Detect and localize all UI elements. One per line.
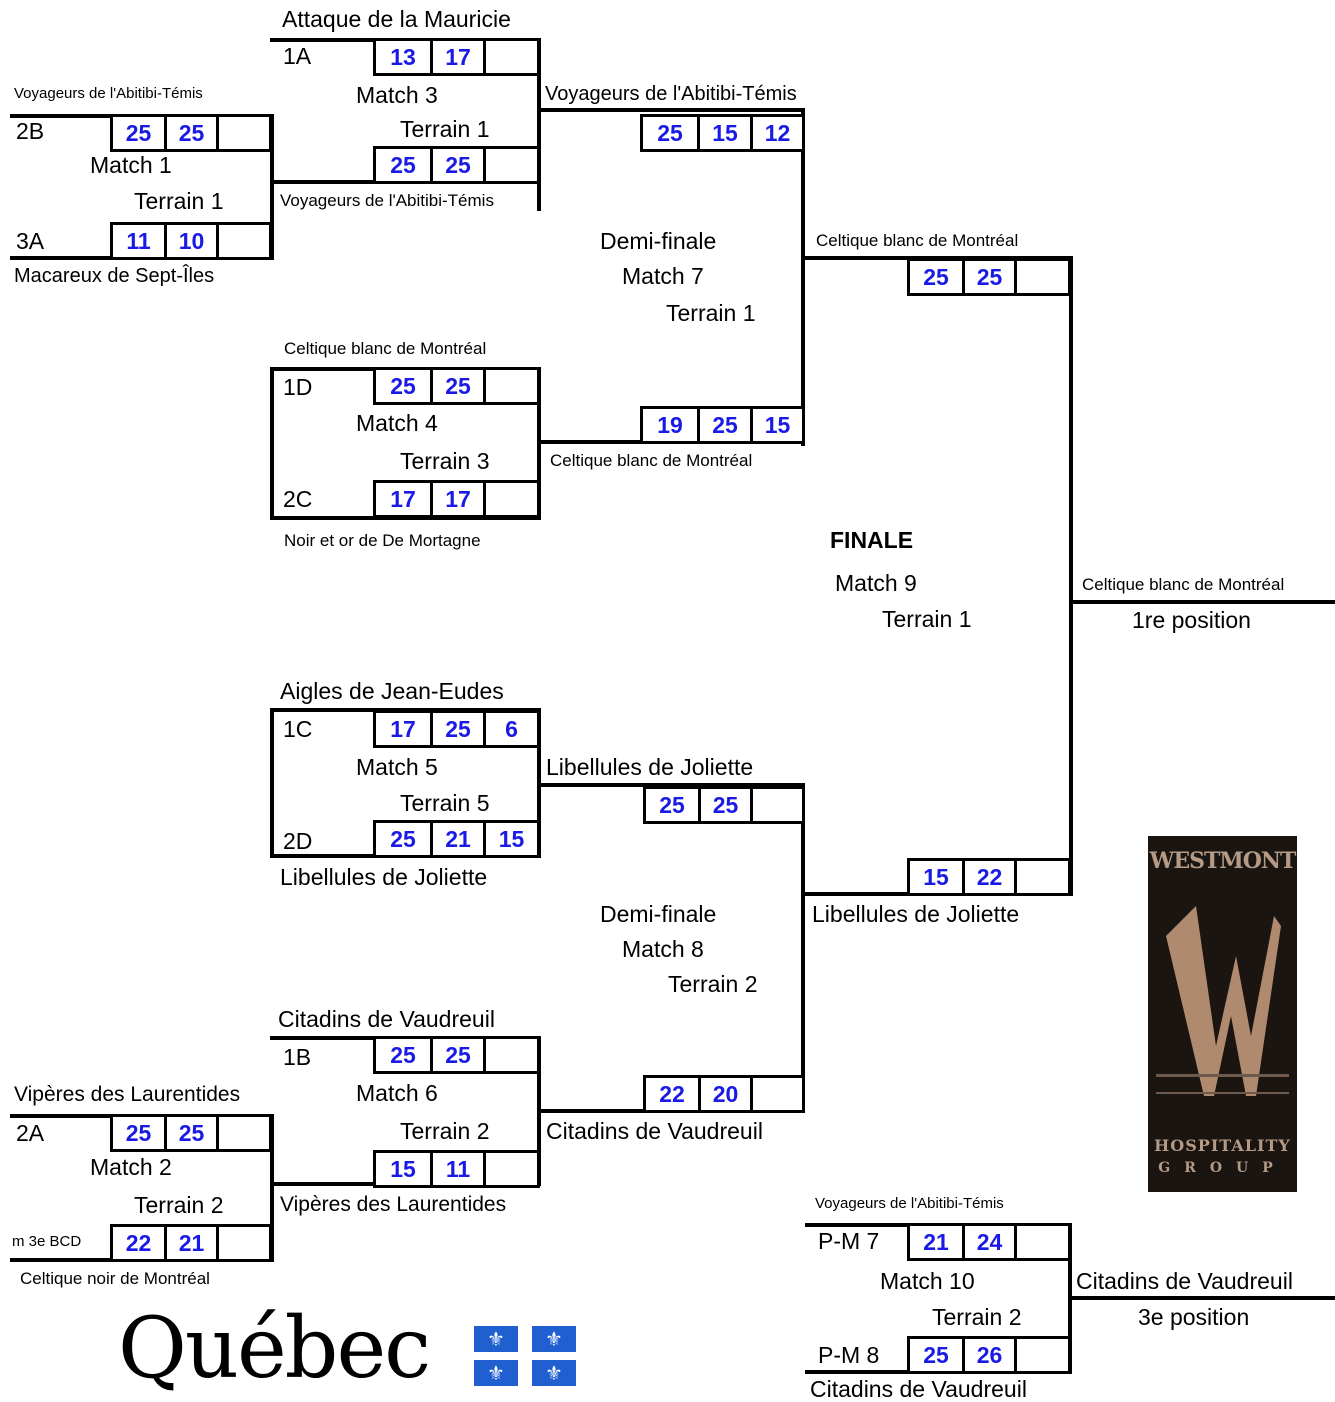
third-place-team: Citadins de Vaudreuil xyxy=(1076,1268,1293,1294)
westmont-hospitality: HOSPITALITY xyxy=(1154,1136,1291,1155)
m4-court-label: Terrain 3 xyxy=(400,448,490,474)
m1-top-score-3 xyxy=(216,114,272,152)
m6-court-label: Terrain 2 xyxy=(400,1118,490,1144)
m1-top-seed: 2B xyxy=(16,118,45,144)
sf8-bottom-score-1: 22 xyxy=(643,1075,701,1113)
m1-top-score-2: 25 xyxy=(164,114,219,152)
m6-winner: Citadins de Vaudreuil xyxy=(546,1118,763,1144)
sf7-match-label: Match 7 xyxy=(622,263,704,289)
m1-bottom-score-2: 10 xyxy=(164,222,219,260)
m3-top-score-3 xyxy=(483,38,540,76)
westmont-group: GROUP xyxy=(1158,1160,1287,1176)
sf8-match-label: Match 8 xyxy=(622,936,704,962)
final-bottom-score-1: 15 xyxy=(907,858,965,896)
sf8-label: Demi-finale xyxy=(600,901,717,927)
m2-court-label: Terrain 2 xyxy=(134,1192,224,1218)
m4-bottom-seed: 2C xyxy=(283,486,313,512)
m1-top-score-1: 25 xyxy=(110,114,167,152)
m4-bottom-team: Noir et or de De Mortagne xyxy=(284,531,481,550)
quebec-wordmark: Québec xyxy=(118,1299,430,1397)
m6-bottom-score-3 xyxy=(483,1150,540,1188)
m5-bottom-score-2: 21 xyxy=(430,820,486,858)
final-bottom-score-3 xyxy=(1014,858,1071,896)
westmont-wordmark: WESTMONT xyxy=(1149,848,1296,874)
m5-bottom-score-1: 25 xyxy=(373,820,433,858)
m4-bottom-score-2: 17 xyxy=(430,480,486,518)
westmont-w-icon xyxy=(1156,896,1289,1116)
m5-bottom-seed: 2D xyxy=(283,828,313,854)
m2-match-label: Match 2 xyxy=(90,1154,172,1180)
m5-match-label: Match 5 xyxy=(356,754,438,780)
m2-top-score-1: 25 xyxy=(110,1114,167,1152)
m6-top-seed: 1B xyxy=(283,1044,312,1070)
m6-top-team: Citadins de Vaudreuil xyxy=(278,1006,495,1032)
sf7-winner: Celtique blanc de Montréal xyxy=(816,231,1019,250)
final-bottom-score-2: 22 xyxy=(962,858,1017,896)
m10-top-score-3 xyxy=(1014,1223,1071,1261)
sf8-bottom-score-2: 20 xyxy=(698,1075,753,1113)
sf7-bottom-score-1: 19 xyxy=(640,406,700,444)
m3-top-seed: 1A xyxy=(283,43,312,69)
westmont-logo xyxy=(1148,836,1297,1192)
m1-bottom-seed: 3A xyxy=(16,228,45,254)
m3-match-label: Match 3 xyxy=(356,82,438,108)
m10-top-seed: P-M 7 xyxy=(818,1228,880,1254)
champion-team: Celtique blanc de Montréal xyxy=(1082,575,1285,594)
sf8-top-score-2: 25 xyxy=(698,786,753,824)
m6-match-label: Match 6 xyxy=(356,1080,438,1106)
m2-bottom-score-3 xyxy=(216,1224,272,1262)
m1-court-label: Terrain 1 xyxy=(134,188,224,214)
m6-top-score-2: 25 xyxy=(430,1036,486,1074)
m3-court-label: Terrain 1 xyxy=(400,116,490,142)
m5-bottom-team: Libellules de Joliette xyxy=(280,864,488,890)
m1-match-label: Match 1 xyxy=(90,152,172,178)
m5-top-score-2: 25 xyxy=(430,710,486,748)
m6-bottom-score-2: 11 xyxy=(430,1150,486,1188)
m3-bottom-score-1: 25 xyxy=(373,146,433,184)
m10-top-team: Voyageurs de l'Abitibi-Témis xyxy=(815,1195,1004,1212)
m10-court-label: Terrain 2 xyxy=(932,1304,1022,1330)
m5-top-score-1: 17 xyxy=(373,710,433,748)
sf8-top-score-3 xyxy=(750,786,805,824)
m3-bottom-score-2: 25 xyxy=(430,146,486,184)
sf7-top-score-3: 12 xyxy=(750,114,805,152)
m3-top-team: Attaque de la Mauricie xyxy=(282,6,511,32)
m4-top-team: Celtique blanc de Montréal xyxy=(284,339,487,358)
m5-winner: Libellules de Joliette xyxy=(546,754,754,780)
sf7-bottom-score-2: 25 xyxy=(697,406,753,444)
final-match-label: Match 9 xyxy=(835,570,917,596)
final-top-score-1: 25 xyxy=(907,258,965,296)
m4-match-label: Match 4 xyxy=(356,410,438,436)
quebec-flag-icon xyxy=(474,1326,578,1386)
m1-bottom-team: Macareux de Sept-Îles xyxy=(14,265,215,287)
m1-top-team: Voyageurs de l'Abitibi-Témis xyxy=(14,85,203,102)
m2-bottom-seed: m 3e BCD xyxy=(12,1233,82,1250)
m4-bottom-score-3 xyxy=(483,480,540,518)
m3-winner: Voyageurs de l'Abitibi-Témis xyxy=(545,83,797,105)
m10-top-score-1: 21 xyxy=(907,1223,965,1261)
m1-bottom-score-1: 11 xyxy=(110,222,167,260)
m1-bottom-score-3 xyxy=(216,222,272,260)
m10-bottom-seed: P-M 8 xyxy=(818,1342,880,1368)
sf8-bottom-score-3 xyxy=(750,1075,805,1113)
m6-top-score-1: 25 xyxy=(373,1036,433,1074)
m3-bottom-score-3 xyxy=(483,146,540,184)
m2-bottom-team: Celtique noir de Montréal xyxy=(20,1269,210,1288)
m5-top-seed: 1C xyxy=(283,716,313,742)
m6-bottom-score-1: 15 xyxy=(373,1150,433,1188)
m10-bottom-score-1: 25 xyxy=(907,1336,965,1374)
sf8-winner: Libellules de Joliette xyxy=(812,901,1020,927)
m2-top-score-2: 25 xyxy=(164,1114,219,1152)
m2-top-team: Vipères des Laurentides xyxy=(14,1083,241,1106)
sf8-top-score-1: 25 xyxy=(643,786,701,824)
m4-top-seed: 1D xyxy=(283,374,313,400)
m4-top-score-2: 25 xyxy=(430,367,486,405)
third-place-position: 3e position xyxy=(1138,1304,1250,1330)
fleur-de-lis-icon: ⚜ xyxy=(532,1360,576,1386)
fleur-de-lis-icon: ⚜ xyxy=(474,1326,518,1352)
m6-top-score-3 xyxy=(483,1036,540,1074)
m3-bottom-team: Voyageurs de l'Abitibi-Témis xyxy=(280,191,494,210)
m5-court-label: Terrain 5 xyxy=(400,790,490,816)
m4-top-score-3 xyxy=(483,367,540,405)
m10-bottom-team: Citadins de Vaudreuil xyxy=(810,1376,1027,1402)
sf7-label: Demi-finale xyxy=(600,228,717,254)
m4-winner: Celtique blanc de Montréal xyxy=(550,451,753,470)
m4-top-score-1: 25 xyxy=(373,367,433,405)
final-top-score-2: 25 xyxy=(962,258,1017,296)
m2-bottom-score-1: 22 xyxy=(110,1224,167,1262)
m3-top-score-2: 17 xyxy=(430,38,486,76)
m5-top-team: Aigles de Jean-Eudes xyxy=(280,678,504,704)
sf7-bottom-score-3: 15 xyxy=(750,406,805,444)
m4-bottom-score-1: 17 xyxy=(373,480,433,518)
m10-top-score-2: 24 xyxy=(962,1223,1017,1261)
sf8-court-label: Terrain 2 xyxy=(668,971,758,997)
final-label: FINALE xyxy=(830,527,914,553)
m2-top-score-3 xyxy=(216,1114,272,1152)
m5-bottom-score-3: 15 xyxy=(483,820,540,858)
fleur-de-lis-icon: ⚜ xyxy=(532,1326,576,1352)
final-top-score-3 xyxy=(1014,258,1071,296)
m2-top-seed: 2A xyxy=(16,1120,45,1146)
champion-position: 1re position xyxy=(1132,607,1251,633)
final-court-label: Terrain 1 xyxy=(882,606,972,632)
sf7-court-label: Terrain 1 xyxy=(666,300,756,326)
sf7-top-score-2: 15 xyxy=(697,114,753,152)
m2-bottom-score-2: 21 xyxy=(164,1224,219,1262)
m3-top-score-1: 13 xyxy=(373,38,433,76)
m10-bottom-score-2: 26 xyxy=(962,1336,1017,1374)
fleur-de-lis-icon: ⚜ xyxy=(474,1360,518,1386)
m6-bottom-team: Vipères des Laurentides xyxy=(280,1193,507,1216)
sf7-top-score-1: 25 xyxy=(640,114,700,152)
m5-top-score-3: 6 xyxy=(483,710,540,748)
m10-bottom-score-3 xyxy=(1014,1336,1071,1374)
m10-match-label: Match 10 xyxy=(880,1268,975,1294)
